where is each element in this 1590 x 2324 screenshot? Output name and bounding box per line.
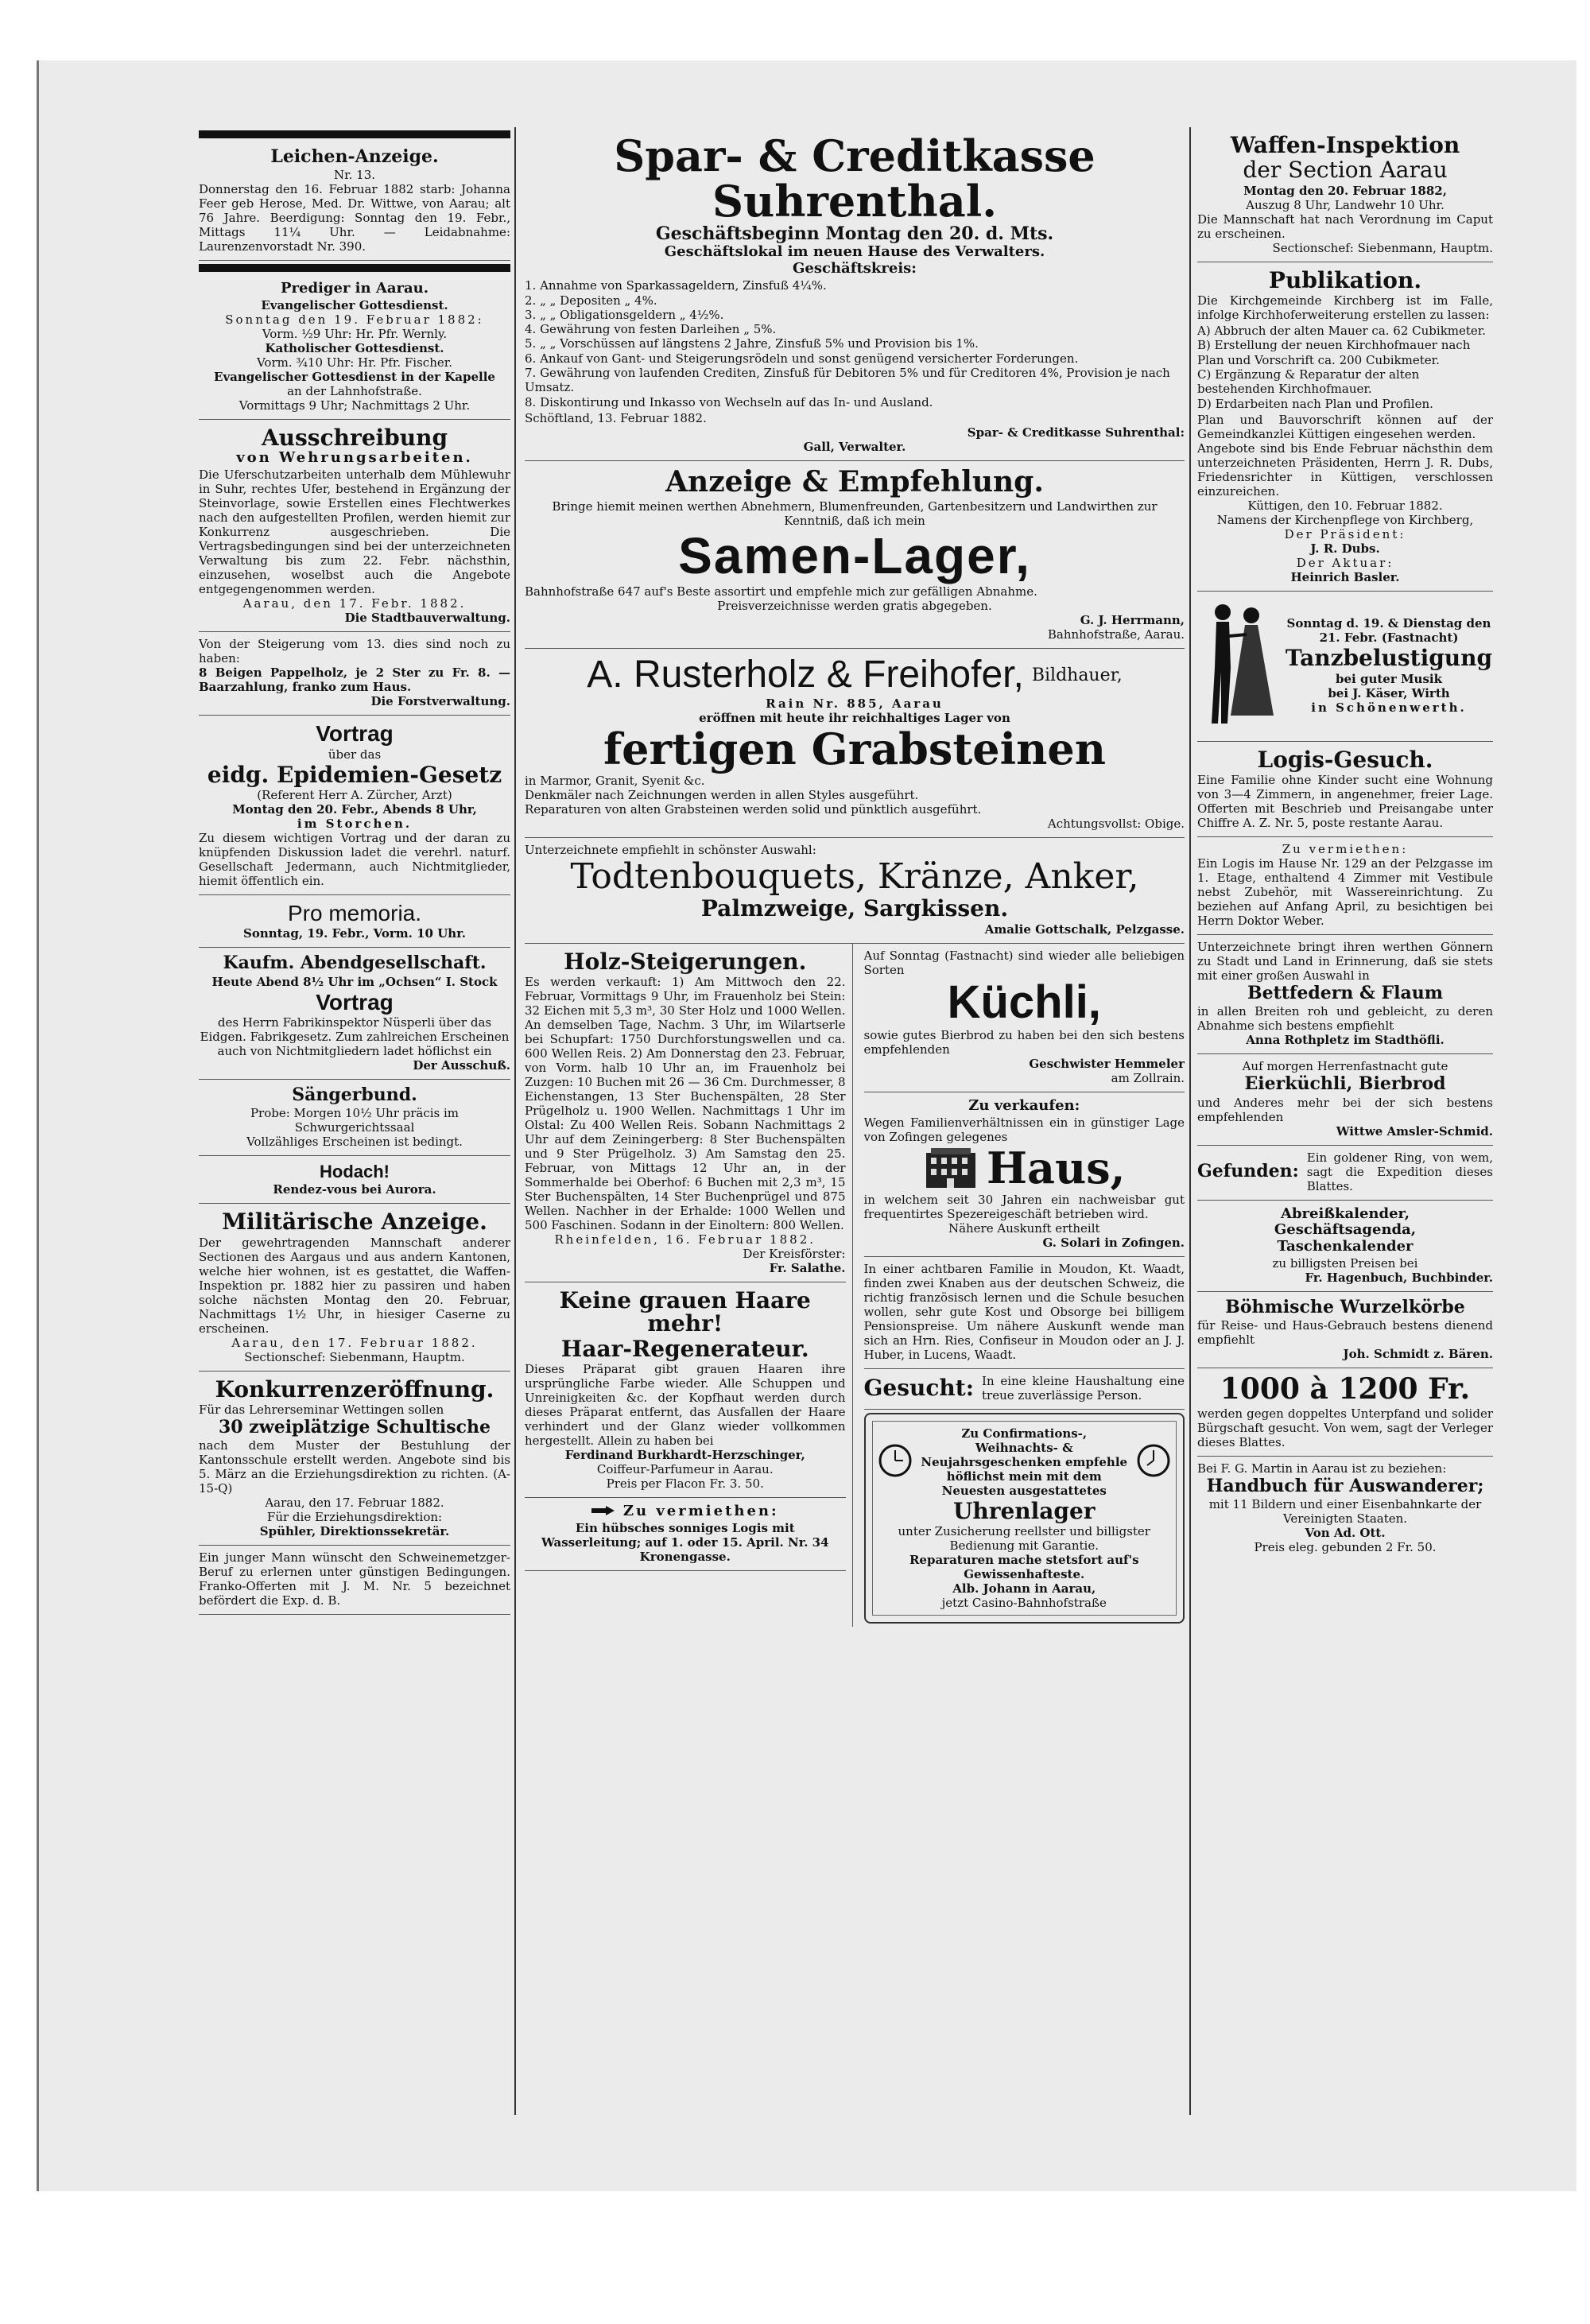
publikation-aktuar: Der Aktuar:: [1296, 555, 1394, 570]
ad-ausschreibung: [199, 420, 510, 632]
ad-tanzbelustigung: [1197, 592, 1493, 742]
tanz-title: Tanzbelustigung: [1285, 645, 1493, 672]
haus-text1: Wegen Familienverhältnissen ein in günstiger Lage von Zofingen gelegenes: [863, 1115, 1185, 1145]
samen-addr: Bahnhofstraße, Aarau.: [1047, 627, 1185, 642]
kuechli-sign: Geschwister Hemmeler: [1029, 1057, 1185, 1072]
separator-bar: [199, 264, 510, 272]
spar-list-item: 6. Ankauf von Gant- und Steigerungsrödeln und sonst genügend versicherter Forderungen.: [525, 351, 1079, 366]
publikation-title: Publikation.: [1268, 266, 1422, 293]
ausschreibung-date: Aarau, den 17. Febr. 1882.: [242, 596, 467, 611]
publikation-text2: Plan und Bauvorschrift können auf der Gemeindkanzlei Küttigen eingesehen werden.: [1197, 412, 1493, 441]
kaufm-vortrag: Vortrag: [316, 989, 394, 1015]
spar-title: Spar- & Creditkasse Suhrenthal.: [614, 130, 1096, 227]
rusterholz-addr: Rain Nr. 885, Aarau: [766, 696, 944, 712]
militaer-date: Aarau, den 17. Februar 1882.: [231, 1335, 478, 1350]
ad-logis-gesuch: [1197, 742, 1493, 837]
spar-sign1: Spar- & Creditkasse Suhrenthal:: [967, 425, 1185, 440]
ad-waffen-inspektion: [1197, 127, 1493, 262]
saenger-sub: Vollzähliges Erscheinen ist bedingt.: [246, 1135, 463, 1150]
uhren-big: Uhrenlager: [952, 1498, 1096, 1525]
ausschreibung-text: Die Uferschutzarbeiten unterhalb dem Mühlewuhr in Suhr, rechtes Ufer, bestehend in Ergänzung der Steinvorlage, sowie Erstellen eines Flechtwerkes nach den aufgestellten Profilen, werden hiemit zur Konkurrenz ausgeschrieben. Die Vertragsbedingungen sind bei der unterzeichneten Verwaltung bis zum 22. Febr. nächsthin, einzusehen, woselbst auch die Angebote entgegengenommen werden.: [199, 468, 510, 597]
todten-intro: Unterzeichnete empfiehlt in schönster Auswahl:: [525, 842, 816, 857]
koerbe-sign: Joh. Schmidt z. Bären.: [1343, 1347, 1493, 1362]
ad-gefunden: [1197, 1146, 1493, 1201]
tanz-ort: in Schönenwerth.: [1311, 700, 1467, 715]
ad-holz-steigerungen: [525, 944, 846, 1282]
prediger-vorm1: Vorm. ½9 Uhr: Hr. Pfr. Wernly.: [262, 326, 448, 341]
spar-list: [525, 278, 1185, 409]
ad-bettfedern: [1197, 935, 1493, 1054]
konkurrenz-for: Für die Erziehungsdirektion:: [266, 1509, 443, 1524]
rusterholz-sign: Achtungsvollst: Obige.: [1047, 816, 1185, 831]
haus-text2: in welchem seit 30 Jahren ein nachweisbar gut frequentirtes Spezereigeschäft betrieben wird.: [863, 1193, 1185, 1222]
ad-publikation: [1197, 262, 1493, 592]
publikation-praes: Der Präsident:: [1284, 526, 1406, 541]
vermieten-title: Zu vermiethen:: [622, 1503, 779, 1520]
haare-text: Dieses Präparat gibt grauen Haaren ihre ursprüngliche Farbe wieder. Alle Schuppen und Unreinigkeiten &c. der Kopfhaut werden durch dieses Präparat entfernt, das Ausfallen der Haare verhindert und der Glanz wieder vollkommen hergestellt. Allein zu haben bei: [525, 1362, 846, 1449]
ad-leichen-anzeige: [199, 142, 510, 261]
prediger-title: Prediger in Aarau.: [280, 280, 429, 297]
gesucht-title: Gesucht:: [863, 1375, 975, 1402]
haare-name: Ferdinand Burkhardt-Herzschinger,: [564, 1448, 805, 1463]
spar-list-item: 2. „ „ Depositen „ 4%.: [525, 293, 657, 308]
ad-familie-moudon: [864, 1257, 1185, 1369]
handbuch-intro: Bei F. G. Martin in Aarau ist zu beziehen:: [1197, 1461, 1447, 1476]
publikation-namens: Namens der Kirchenpflege von Kirchberg,: [1216, 512, 1474, 527]
holz-sign2: Fr. Salathe.: [769, 1260, 846, 1275]
ad-todtenbouquets: [525, 838, 1185, 944]
tanz-date: Sonntag d. 19. & Dienstag den 21. Febr. (Fastnacht): [1286, 616, 1491, 646]
kuechli-addr: am Zollrain.: [1111, 1071, 1185, 1086]
rusterholz-text4: Reparaturen von alten Grabsteinen werden solid und pünktlich ausgeführt.: [525, 801, 982, 817]
clock-icon-right: [1136, 1443, 1171, 1481]
konkurrenz-title: Konkurrenzeröffnung.: [215, 1375, 494, 1403]
column-rule-left: [514, 127, 516, 2115]
ad-haar-regenerateur: [525, 1282, 846, 1498]
spar-list-item: 8. Diskontirung und Inkasso von Wechseln auf das In- und Ausland.: [525, 394, 933, 409]
todten-sign: Amalie Gottschalk, Pelzgasse.: [984, 921, 1185, 937]
haare-title: Keine grauen Haare mehr!: [559, 1286, 811, 1337]
waffen-sign: Sectionschef: Siebenmann, Hauptm.: [1272, 240, 1493, 255]
waffen-text2: Auszug 8 Uhr, Landwehr 10 Uhr.: [1246, 197, 1445, 212]
geld-big: 1000 à 1200 Fr.: [1220, 1372, 1471, 1406]
ad-haus-verkaufen: [864, 1092, 1185, 1257]
konkurrenz-big: 30 zweiplätzige Schultische: [218, 1416, 491, 1437]
kuechli-text1: Auf Sonntag (Fastnacht) sind wieder alle beliebigen Sorten: [863, 948, 1185, 977]
publikation-list: [1197, 324, 1493, 411]
steigerung-text2: 8 Beigen Pappelholz, je 2 Ster zu Fr. 8. — Baarzahlung, franko zum Haus.: [199, 665, 510, 695]
tanz-sub: bei guter Musik: [1336, 671, 1442, 686]
top-rule: [199, 130, 510, 138]
samen-sign: G. J. Herrmann,: [1080, 612, 1185, 627]
bettfedern-text2: in allen Breiten roh und gebleicht, zu deren Abnahme sich bestens empfiehlt: [1197, 1004, 1493, 1034]
ad-kuechli: [864, 944, 1185, 1093]
militaer-title: Militärische Anzeige.: [222, 1209, 487, 1236]
steigerung-text1: Von der Steigerung vom 13. dies sind noch zu haben:: [199, 637, 510, 666]
memoria-title: Pro memoria.: [287, 901, 422, 926]
dancing-couple-icon: [1197, 596, 1277, 735]
publikation-list-item: B) Erstellung der neuen Kirchhofmauer nach Plan und Vorschrift ca. 200 Cubikmeter.: [1197, 338, 1471, 367]
ad-steigerung: [199, 632, 510, 716]
ad-konkurrenzeroeffnung: [199, 1372, 510, 1546]
publikation-list-item: C) Ergänzung & Reparatur der alten bestehenden Kirchhofmauer.: [1197, 367, 1420, 397]
ad-eierkuechli: [1197, 1054, 1493, 1145]
ad-spar-creditkasse: [525, 127, 1185, 461]
konkurrenz-text1: Für das Lehrerseminar Wettingen sollen: [199, 1402, 444, 1417]
spar-place: Schöftland, 13. Februar 1882.: [525, 410, 707, 425]
prediger-sonntag: Sonntag den 19. Februar 1882:: [225, 312, 484, 327]
konkurrenz-text2: nach dem Muster der Bestuhlung der Kantonsschule erstellt werden. Angebote sind bis 5. März an die Erziehungsdirektion zu richten. (A-15-Q): [199, 1437, 510, 1496]
eierkuechli-sign: Wittwe Amsler-Schmid.: [1336, 1123, 1493, 1139]
ad-hodach: [199, 1156, 510, 1204]
kalender-text: zu billigsten Preisen bei: [1272, 1256, 1418, 1271]
waffen-sub: der Section Aarau: [1243, 157, 1448, 184]
publikation-list-item: D) Erdarbeiten nach Plan und Profilen.: [1197, 396, 1433, 411]
bettfedern-sign: Anna Rothpletz im Stadthöfli.: [1246, 1033, 1445, 1048]
clock-icon-left: [878, 1443, 913, 1481]
vermiethen-title: Zu vermiethen:: [1282, 842, 1409, 857]
koerbe-text: für Reise- und Haus-Gebrauch bestens dienend empfiehlt: [1197, 1318, 1493, 1348]
logis-title: Logis-Gesuch.: [1257, 746, 1433, 773]
prediger-zeiten: Vormittags 9 Uhr; Nachmittags 2 Uhr.: [238, 398, 471, 413]
samen-text1: Bringe hiemit meinen werthen Abnehmern, Blumenfreunden, Gartenbesitzern und Landwirthen zur Kenntniß, daß ich mein: [552, 499, 1158, 528]
bettfedern-big: Bettfedern & Flaum: [1247, 983, 1444, 1004]
publikation-text3: Angebote sind bis Ende Februar nächsthin dem unterzeichneten Präsidenten, Herrn J. R. Dubs, Friedensrichter in Küttigen, verschlossen einzureichen.: [1197, 440, 1493, 499]
rusterholz-text2: in Marmor, Granit, Syenit &c.: [525, 773, 705, 788]
publikation-date: Küttigen, den 10. Februar 1882.: [1247, 498, 1443, 513]
kalender-l2: Geschäftsagenda,: [1274, 1221, 1417, 1239]
handbuch-title: Handbuch für Auswanderer;: [1206, 1476, 1484, 1497]
vortrag-ort: im Storchen.: [297, 817, 413, 832]
ad-kalender: [1197, 1201, 1493, 1293]
samen-text2: Bahnhofstraße 647 auf's Beste assortirt und empfehle mich zur gefälligen Abnahme.: [525, 584, 1037, 599]
vortrag-ueber: über das: [328, 747, 382, 762]
prediger-vorm2: Vorm. ¾10 Uhr: Hr. Pfr. Fischer.: [256, 355, 453, 370]
ad-wurzelkoerbe: [1197, 1292, 1493, 1368]
samen-title: Anzeige & Empfehlung.: [665, 464, 1044, 499]
konkurrenz-sign: Spühler, Direktionssekretär.: [259, 1523, 450, 1538]
haus-title: Zu verkaufen:: [968, 1097, 1080, 1115]
eierkuechli-text1: Auf morgen Herrenfastnacht gute: [1242, 1059, 1448, 1074]
bettfedern-text1: Unterzeichnete bringt ihren werthen Gönnern zu Stadt und Land in Erinnerung, daß sie stets mit einer großen Auswahl in: [1197, 940, 1493, 984]
konkurrenz-date: Aarau, den 17. Februar 1882.: [265, 1495, 444, 1510]
holz-text: Es werden verkauft: 1) Am Mittwoch den 22. Februar, Vormittags 9 Uhr, im Frauenholz bei Stein: 32 Eichen mit 5,3 m³, 30 Ster Holz und 1000 Wellen. An demselben Tage, Nachm. 3 Uhr, im Wilartserle bei Schupfart: 1750 Durchforstungswellen und ca. 600 Wellen Reis. 2) Am Donnerstag den 23. Februar, von Vorm. halb 10 Uhr an, im Frauenholz bei Zuzgen: 10 Buchen mit 26 — 36 Cm. Durchmesser, 8 Eichenstangen, 13 Ster Buchenspälten, 28 Ster Prügelholz u. 1900 Wellen. Nachmittags 1 Uhr im Olstal: Zu 400 Wellen Reis. Sobann Nachmittags 2 Uhr auf dem Zeiningerberg: 8 Ster Buchenspälten und 9 Ster Prügelholz. 3) Am Samstag den 25. Februar, von Mittags 12 Uhr an, in der Sommerhalde bei Oberhof: 6 Buchen mit 2,3 m³, 15 Ster Buchenspälten, 14 Ster Buchenprügel und 875 Wellen. Nachher in der Erhalde: 1000 Wellen und 500 Faschinen. Sodann in der Einoltern: 800 Wellen.: [525, 974, 846, 1232]
memoria-sub: Sonntag, 19. Febr., Vorm. 10 Uhr.: [243, 926, 466, 941]
kuechli-big: Küchli,: [947, 976, 1101, 1028]
militaer-text: Der gewehrtragenden Mannschaft anderer Sectionen des Aargaus und aus andern Kantonen, welche hier wohnen, ist es gestattet, die Waffen-Inspektion pr. 1882 hier zu passiren und haben solche nächsten Montag den 20. Februar, Nachmittags 1½ Uhr, in hiesiger Caserne zu erscheinen.: [199, 1235, 510, 1336]
spar-begin: Geschäftsbeginn Montag den 20. d. Mts.: [655, 223, 1054, 245]
samen-text3: Preisverzeichnisse werden gratis abgegeben.: [717, 598, 992, 613]
uhren-text1: Zu Confirmations-, Weihnachts- & Neujahrsgeschenken empfehle höflichst mein mit dem Neuesten ausgestattetes: [921, 1426, 1128, 1499]
ad-junger-mann: [199, 1546, 510, 1615]
spar-lokal: Geschäftslokal im neuen Hause des Verwalters.: [664, 243, 1045, 261]
spar-list-item: 1. Annahme von Sparkassageldern, Zinsfuß 4¼%.: [525, 278, 827, 293]
rusterholz-title: A. Rusterholz & Freihofer,: [587, 653, 1024, 696]
holz-sign1: Der Kreisförster:: [743, 1246, 846, 1261]
waffen-title: Waffen-Inspektion: [1230, 132, 1460, 158]
haare-job: Coiffeur-Parfumeur in Aarau.: [596, 1462, 774, 1477]
hodach-title: Hodach!: [320, 1162, 390, 1182]
saenger-text: Probe: Morgen 10½ Uhr präcis im Schwurgerichtssaal: [250, 1106, 460, 1135]
ad-uhrenlager: [864, 1413, 1185, 1624]
mann-text: Ein junger Mann wünscht den Schweinemetzger-Beruf zu erlernen unter günstigen Bedingungen. Franko-Offerten mit J. M. Nr. 5 bezeichnet befördert die Exp. d. B.: [199, 1550, 510, 1608]
spar-list-item: 4. Gewährung von festen Darleihen „ 5%.: [525, 322, 777, 337]
ad-zu-vermiethen: [1197, 837, 1493, 935]
kaufm-text: des Herrn Fabrikinspektor Nüsperli über das Eidgen. Fabrikgesetz. Zum zahlreichen Erscheinen auch von Nichtmitgliedern ladet höflichst ein: [200, 1015, 510, 1058]
uhren-text2: unter Zusicherung reellster und billigster Bedienung mit Garantie.: [898, 1524, 1150, 1554]
kuechli-text2: sowie gutes Bierbrod zu haben bei den sich bestens empfehlenden: [863, 1028, 1185, 1057]
gefunden-text: Ein goldener Ring, von wem, sagt die Expedition dieses Blattes.: [1306, 1150, 1493, 1193]
rusterholz-text1: eröffnen mit heute ihr reichhaltiges Lager von: [699, 711, 1010, 726]
haus-big: Haus,: [987, 1143, 1126, 1194]
spar-list-item: 5. „ „ Vorschüssen auf längstens 2 Jahre, Zinsfuß 5% und Provision bis 1%.: [525, 336, 979, 351]
ausschreibung-sign: Die Stadtbauverwaltung.: [344, 611, 510, 626]
rusterholz-title2: Bildhauer,: [1031, 665, 1123, 685]
leichen-text: Donnerstag den 16. Februar 1882 starb: Johanna Feer geb Herose, Med. Dr. Wittwe, von Aarau; alt 76 Jahre. Beerdigung: Sonntag den 19. Febr., Mittags 11¼ Uhr. — Leidabnahme: Laurenzenvorstadt Nr. 390.: [199, 182, 510, 254]
house-icon: [923, 1145, 979, 1193]
prediger-lahnhof: an der Lahnhofstraße.: [287, 383, 422, 398]
leichen-nr: Nr. 13.: [333, 168, 376, 183]
saenger-title: Sängerbund.: [292, 1084, 417, 1105]
ad-vortrag-epidemien: [199, 716, 510, 895]
haus-sign: G. Solari in Zofingen.: [1042, 1236, 1185, 1251]
vermiethen-text: Ein Logis im Hause Nr. 129 an der Pelzgasse im 1. Etage, enthaltend 4 Zimmer mit Vestibule nebst Zubehör, mit Wassereinrichtung. Zu beziehen auf Anfang April, zu besichtigen bei Herrn Doktor Weber.: [1197, 856, 1493, 929]
ausschreibung-title: Ausschreibung: [261, 424, 448, 451]
vortrag-referent: (Referent Herr A. Zürcher, Arzt): [257, 788, 452, 803]
ad-pro-memoria: [199, 895, 510, 948]
eierkuechli-text2: und Anderes mehr bei der sich bestens empfehlenden: [1197, 1095, 1493, 1124]
column-rule-right: [1189, 127, 1191, 2115]
vermieten-text: Ein hübsches sonniges Logis mit Wasserleitung; auf 1. oder 15. April. Nr. 34 Kronengasse.: [541, 1521, 829, 1565]
newspaper-page: [184, 127, 1501, 2115]
haus-text3: Nähere Auskunft ertheilt: [948, 1221, 1100, 1236]
rusterholz-text3: Denkmäler nach Zeichnungen werden in allen Styles ausgeführt.: [525, 787, 919, 802]
vortrag-gesetz: eidg. Epidemien-Gesetz: [207, 761, 502, 788]
publikation-text: Die Kirchgemeinde Kirchberg ist im Falle, infolge Kirchhoferweiterung erstellen zu lassen:: [1197, 293, 1493, 323]
steigerung-sign: Die Forstverwaltung.: [370, 694, 510, 709]
vortrag-title: Vortrag: [316, 721, 394, 747]
todten-sub: Palmzweige, Sargkissen.: [700, 895, 1009, 922]
kalender-l3: Taschenkalender: [1277, 1238, 1414, 1255]
ausschreibung-sub: von Wehrungsarbeiten.: [236, 449, 473, 467]
prediger-kapelle: Evangelischer Gottesdienst in der Kapelle: [214, 369, 495, 384]
ad-gesucht: [864, 1369, 1185, 1410]
holz-title: Holz-Steigerungen.: [564, 948, 807, 975]
prediger-evang: Evangelischer Gottesdienst.: [261, 297, 448, 312]
ad-saengerbund: [199, 1080, 510, 1156]
vortrag-zeit: Montag den 20. Febr., Abends 8 Uhr,: [232, 802, 477, 817]
tanz-bei: bei J. Käser, Wirth: [1328, 685, 1450, 700]
uhren-text3: Reparaturen mache stetsfort auf's Gewissenhafteste.: [909, 1553, 1139, 1582]
geld-text: werden gegen doppeltes Unterpfand und solider Bürgschaft gesucht. Von wem, sagt der Verleger dieses Blattes.: [1197, 1406, 1493, 1450]
uhren-addr: jetzt Casino-Bahnhofstraße: [941, 1596, 1107, 1611]
uhren-sign: Alb. Johann in Aarau,: [952, 1581, 1096, 1597]
publikation-list-item: A) Abbruch der alten Mauer ca. 62 Cubikmeter.: [1197, 324, 1487, 339]
koerbe-title: Böhmische Wurzelkörbe: [1225, 1297, 1465, 1318]
middle-lower-left: [525, 944, 853, 1628]
ad-kaufm-abendgesellschaft: [199, 948, 510, 1079]
haare-sub: Haar-Regenerateur.: [560, 1335, 809, 1362]
column-middle: [525, 127, 1185, 2115]
handbuch-text: mit 11 Bildern und einer Eisenbahnkarte der Vereinigten Staaten.: [1208, 1497, 1482, 1527]
hodach-sub: Rendez-vous bei Aurora.: [273, 1182, 436, 1197]
ad-geldgesuch: [1197, 1368, 1493, 1457]
samen-big: Samen-Lager,: [678, 526, 1031, 584]
spar-kreis: Geschäftskreis:: [793, 260, 917, 277]
rusterholz-big: fertigen Grabsteinen: [603, 724, 1107, 775]
todten-big: Todtenbouquets, Kränze, Anker,: [570, 855, 1139, 897]
ad-samen-lager: [525, 461, 1185, 649]
logis-text: Eine Familie ohne Kinder sucht eine Wohnung von 3—4 Zimmern, in angenehmer, freier Lage. Offerten mit Beschrieb und Preisangabe unter Chiffre A. Z. Nr. 5, poste restante Aarau.: [1197, 773, 1493, 831]
column-right: [1197, 127, 1493, 2115]
ad-zu-vermiethen-logis: [525, 1498, 846, 1571]
leichen-title: Leichen-Anzeige.: [270, 146, 439, 167]
waffen-text3: Die Mannschaft hat nach Verordnung im Caput zu erscheinen.: [1197, 211, 1493, 241]
publikation-aktuarname: Heinrich Basler.: [1290, 569, 1400, 584]
gesucht-text: In eine kleine Haushaltung eine treue zuverlässige Person.: [982, 1374, 1185, 1403]
ad-rusterholz: [525, 649, 1185, 838]
holz-place: Rheinfelden, 16. Februar 1882.: [554, 1232, 816, 1247]
kaufm-sign: Der Ausschuß.: [413, 1057, 510, 1073]
kaufm-line: Heute Abend 8½ Uhr im „Ochsen“ I. Stock: [211, 974, 498, 989]
gefunden-title: Gefunden:: [1197, 1160, 1299, 1181]
publikation-praesname: J. R. Dubs.: [1310, 541, 1380, 556]
waffen-text1: Montag den 20. Februar 1882,: [1243, 183, 1447, 198]
ad-militaerische-anzeige: [199, 1204, 510, 1371]
kalender-sign: Fr. Hagenbuch, Buchbinder.: [1305, 1271, 1493, 1286]
handbuch-author: Von Ad. Ott.: [1305, 1526, 1386, 1541]
spar-list-item: 7. Gewährung von laufenden Crediten, Zinsfuß für Debitoren 5% und für Creditoren 4%, Provision je nach Umsatz.: [525, 366, 1170, 395]
vortrag-text: Zu diesem wichtigen Vortrag und der daran zu knüpfenden Diskussion ladet die verehrl. naturf. Gesellschaft Jedermann, auch Nichtmitglieder, hiemit öffentlich ein.: [199, 831, 510, 889]
middle-lower-right: [864, 944, 1185, 1628]
kalender-l1: Abreißkalender,: [1281, 1205, 1410, 1222]
familie-text: In einer achtbaren Familie in Moudon, Kt. Waadt, finden zwei Knaben aus der deutschen Schweiz, die richtig französisch lernen und die Schule besuchen wollen, sehr gute Kost und Obsorge bei billigem Pensionspreise. Um nähere Auskunft wende man sich an Hrn. Ries, Confiseur in Moudon oder an J. J. Huber, in Lucens, Waadt.: [863, 1262, 1185, 1363]
militaer-sign: Sectionschef: Siebenmann, Hauptm.: [244, 1349, 465, 1364]
kaufm-title: Kaufm. Abendgesellschaft.: [223, 952, 487, 974]
eierkuechli-big: Eierküchli, Bierbrod: [1244, 1073, 1446, 1095]
haare-price: Preis per Flacon Fr. 3. 50.: [606, 1476, 764, 1492]
spar-sign2: Gall, Verwalter.: [803, 439, 906, 454]
ad-prediger: [199, 275, 510, 420]
column-left: [199, 127, 510, 2115]
handbuch-price: Preis eleg. gebunden 2 Fr. 50.: [1254, 1540, 1437, 1555]
pointing-hand-icon: [591, 1504, 615, 1520]
spar-list-item: 3. „ „ Obligationsgeldern „ 4½%.: [525, 307, 724, 322]
ad-handbuch-auswanderer: [1197, 1457, 1493, 1561]
prediger-kath: Katholischer Gottesdienst.: [265, 340, 444, 355]
middle-lower: [525, 944, 1185, 1628]
